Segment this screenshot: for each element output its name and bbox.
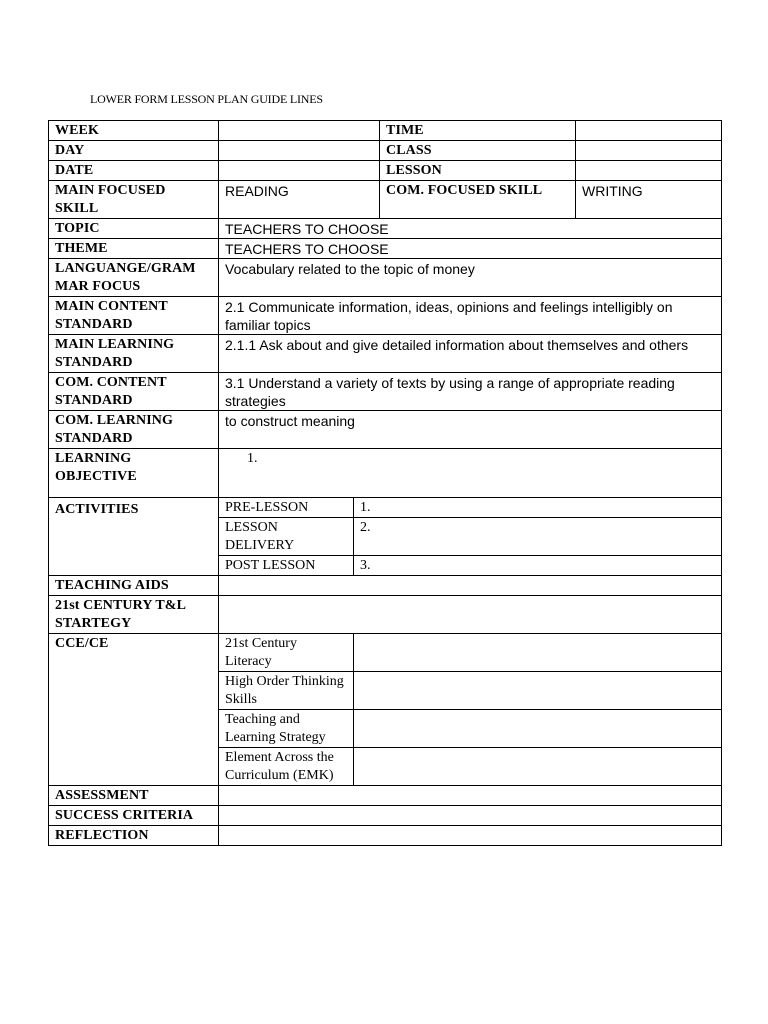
- cce-item: 21st Century Literacy: [219, 634, 354, 672]
- time-label: TIME: [380, 121, 576, 141]
- com-content-value: 3.1 Understand a variety of texts by using a range of appropriate reading strategies: [219, 373, 722, 411]
- assessment-label: ASSESSMENT: [49, 786, 219, 806]
- main-content-label: MAIN CONTENT STANDARD: [49, 297, 219, 335]
- objective-value: [219, 449, 722, 498]
- cce-item: High Order Thinking Skills: [219, 672, 354, 710]
- main-focused-skill-label: MAIN FOCUSED SKILL: [49, 181, 219, 219]
- cce-value[interactable]: [354, 710, 722, 748]
- cce-value[interactable]: [354, 634, 722, 672]
- success-criteria-value[interactable]: [219, 806, 722, 826]
- row-date: [49, 161, 722, 181]
- row-objective: [49, 449, 722, 498]
- main-focused-skill-value: READING: [219, 181, 380, 219]
- row-success-criteria: [49, 806, 722, 826]
- date-label: DATE: [49, 161, 219, 181]
- row-com-learning: [49, 411, 722, 449]
- document-title: LOWER FORM LESSON PLAN GUIDE LINES: [90, 92, 323, 106]
- row-assessment: [49, 786, 722, 806]
- activity-stage: PRE-LESSON: [219, 498, 354, 518]
- cce-item: Element Across the Curriculum (EMK): [219, 748, 354, 786]
- row-focused-skill: [49, 181, 722, 219]
- activity-number: 1.: [354, 498, 722, 518]
- topic-value: TEACHERS TO CHOOSE: [219, 219, 722, 239]
- row-theme: [49, 239, 722, 259]
- activity-stage: POST LESSON: [219, 556, 354, 576]
- objective-number: 1.: [247, 451, 258, 466]
- main-content-value: 2.1 Communicate information, ideas, opinions and feelings intelligibly on familiar topics: [219, 297, 722, 335]
- teaching-aids-label: TEACHING AIDS: [49, 576, 219, 596]
- row-century-strategy: [49, 596, 722, 634]
- row-reflection: [49, 826, 722, 846]
- row-teaching-aids: [49, 576, 722, 596]
- activity-number: 3.: [354, 556, 722, 576]
- com-learning-value: to construct meaning: [219, 411, 722, 449]
- cce-value[interactable]: [354, 748, 722, 786]
- row-main-content: [49, 297, 722, 335]
- success-criteria-label: SUCCESS CRITERIA: [49, 806, 219, 826]
- activity-number: 2.: [354, 518, 722, 556]
- row-topic: [49, 219, 722, 239]
- class-value[interactable]: [576, 141, 722, 161]
- com-learning-label: COM. LEARNING STANDARD: [49, 411, 219, 449]
- day-label: DAY: [49, 141, 219, 161]
- cce-label: CCE/CE: [49, 634, 219, 786]
- row-grammar: [49, 259, 722, 297]
- row-com-content: [49, 373, 722, 411]
- row-cce-1: [49, 634, 722, 672]
- main-learning-value: 2.1.1 Ask about and give detailed information about themselves and others: [219, 335, 722, 373]
- reflection-value[interactable]: [219, 826, 722, 846]
- teaching-aids-value[interactable]: [219, 576, 722, 596]
- com-focused-skill-label: COM. FOCUSED SKILL: [380, 181, 576, 219]
- week-label: WEEK: [49, 121, 219, 141]
- lesson-plan-table: [48, 120, 722, 846]
- time-value[interactable]: [576, 121, 722, 141]
- century-strategy-label: 21st CENTURY T&L STARTEGY: [49, 596, 219, 634]
- row-main-learning: [49, 335, 722, 373]
- day-value[interactable]: [219, 141, 380, 161]
- cce-value[interactable]: [354, 672, 722, 710]
- week-value[interactable]: [219, 121, 380, 141]
- lesson-label: LESSON: [380, 161, 576, 181]
- lesson-value[interactable]: [576, 161, 722, 181]
- row-activity-pre: [49, 498, 722, 518]
- com-content-label: COM. CONTENT STANDARD: [49, 373, 219, 411]
- cce-item: Teaching and Learning Strategy: [219, 710, 354, 748]
- century-strategy-value[interactable]: [219, 596, 722, 634]
- topic-label: TOPIC: [49, 219, 219, 239]
- com-focused-skill-value: WRITING: [576, 181, 722, 219]
- grammar-value: Vocabulary related to the topic of money: [219, 259, 722, 297]
- main-learning-label: MAIN LEARNING STANDARD: [49, 335, 219, 373]
- theme-value: TEACHERS TO CHOOSE: [219, 239, 722, 259]
- activity-stage: LESSON DELIVERY: [219, 518, 354, 556]
- row-week: [49, 121, 722, 141]
- activities-label: ACTIVITIES: [49, 498, 219, 576]
- date-value[interactable]: [219, 161, 380, 181]
- grammar-label: LANGUANGE/GRAM MAR FOCUS: [49, 259, 219, 297]
- assessment-value[interactable]: [219, 786, 722, 806]
- reflection-label: REFLECTION: [49, 826, 219, 846]
- class-label: CLASS: [380, 141, 576, 161]
- objective-label: LEARNING OBJECTIVE: [49, 449, 219, 498]
- row-day: [49, 141, 722, 161]
- theme-label: THEME: [49, 239, 219, 259]
